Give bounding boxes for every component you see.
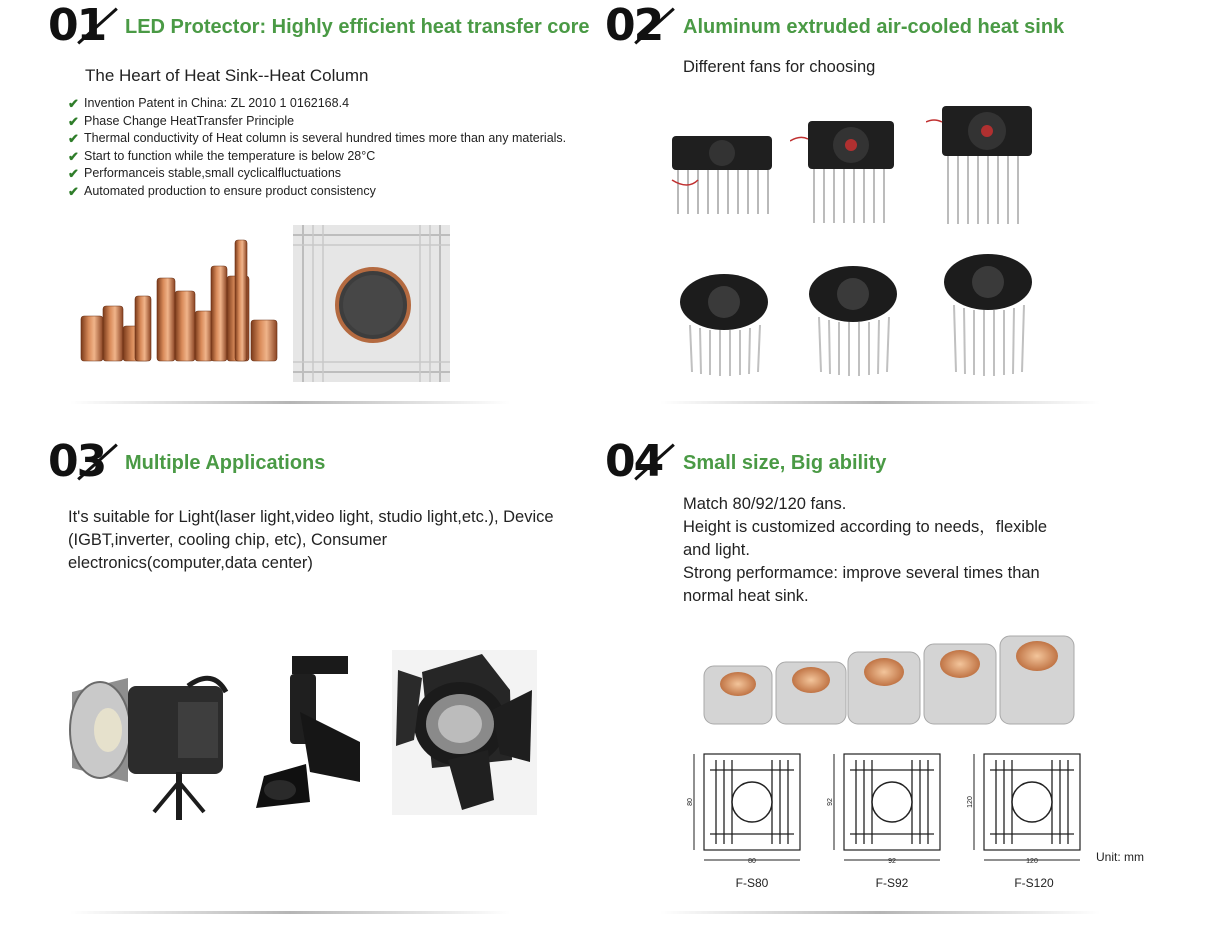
dimension-label: 120 [1026, 858, 1038, 865]
checkmark-icon: ✔ [68, 131, 79, 147]
section-number-02: 02 [605, 0, 663, 51]
section-body-04 [683, 493, 1078, 608]
fresnel-light-image [392, 650, 537, 815]
round-fan-heat-sink-image [676, 270, 772, 378]
list-item: ✔ Automated production to ensure product consistency [68, 183, 376, 199]
dimension-label: 92 [827, 798, 834, 806]
section-number-04: 04 [605, 436, 663, 487]
fan-heat-sink-image [926, 100, 1038, 230]
section-title-03: Multiple Applications [125, 452, 326, 474]
unit-label: Unit: mm [1096, 850, 1144, 864]
checkmark-icon: ✔ [68, 166, 79, 182]
round-fan-heat-sink-image [940, 250, 1036, 378]
section-divider [70, 401, 510, 404]
copper-top-heat-sinks-image [698, 632, 1086, 727]
heat-sink-top-view-image [293, 225, 450, 382]
section-subtitle-02: Different fans for choosing [683, 58, 876, 76]
dimension-label: 80 [748, 858, 756, 865]
track-light-image [250, 652, 368, 810]
diagram-caption: F-S120 [1014, 876, 1054, 890]
diagram-caption: F-S80 [735, 876, 769, 890]
list-item: ✔ Start to function while the temperature is below 28°C [68, 148, 376, 164]
section-title-01: LED Protector: Highly efficient heat transfer core [125, 16, 590, 38]
section-body-03: It's suitable for Light(laser light,video light, studio light,etc.), Device (IGBT,inverter, cooling chip, etc), Consumer electronics(computer,data center) [68, 508, 554, 572]
feature-list [68, 95, 566, 201]
heat-sink-diagram-f-s80 [686, 750, 806, 870]
section-title-02: Aluminum extruded air-cooled heat sink [683, 16, 1065, 38]
section-title-04: Small size, Big ability [683, 452, 887, 474]
section-divider [660, 401, 1100, 404]
body-line: Match 80/92/120 fans. [683, 495, 847, 513]
section-divider [660, 911, 1100, 914]
list-item: ✔ Thermal conductivity of Heat column is several hundred times more than any materials. [68, 131, 567, 147]
checkmark-icon: ✔ [68, 148, 79, 164]
body-line: Height is customized according to needs，flexible and light. [683, 518, 1048, 559]
section-subtitle-01: The Heart of Heat Sink--Heat Column [85, 66, 369, 85]
dimension-label: 80 [687, 798, 694, 806]
section-number-03: 03 [48, 436, 106, 487]
diagram-caption: F-S92 [875, 876, 909, 890]
list-item: ✔ Performanceis stable,small cyclicalfluctuations [68, 166, 342, 182]
body-line: Strong performamce: improve several times than normal heat sink. [683, 564, 1040, 605]
studio-light-image [68, 672, 233, 820]
heat-sink-diagram-f-s92 [826, 750, 946, 870]
checkmark-icon: ✔ [68, 183, 79, 199]
fan-heat-sink-image [668, 130, 780, 220]
list-item: ✔ Phase Change HeatTransfer Principle [68, 113, 295, 129]
heat-sink-diagram-f-s120 [966, 750, 1086, 870]
dimension-label: 92 [888, 858, 896, 865]
section-divider [70, 911, 510, 914]
dimension-label: 120 [967, 796, 974, 808]
checkmark-icon: ✔ [68, 96, 79, 111]
copper-heat-columns-image [75, 236, 280, 366]
section-number-01: 01 [48, 0, 106, 51]
checkmark-icon: ✔ [68, 113, 79, 129]
list-item: ✔ Invention Patent in China: ZL 2010 1 0162168.4 [68, 96, 350, 111]
fan-heat-sink-image [790, 115, 902, 227]
round-fan-heat-sink-image [805, 262, 901, 378]
